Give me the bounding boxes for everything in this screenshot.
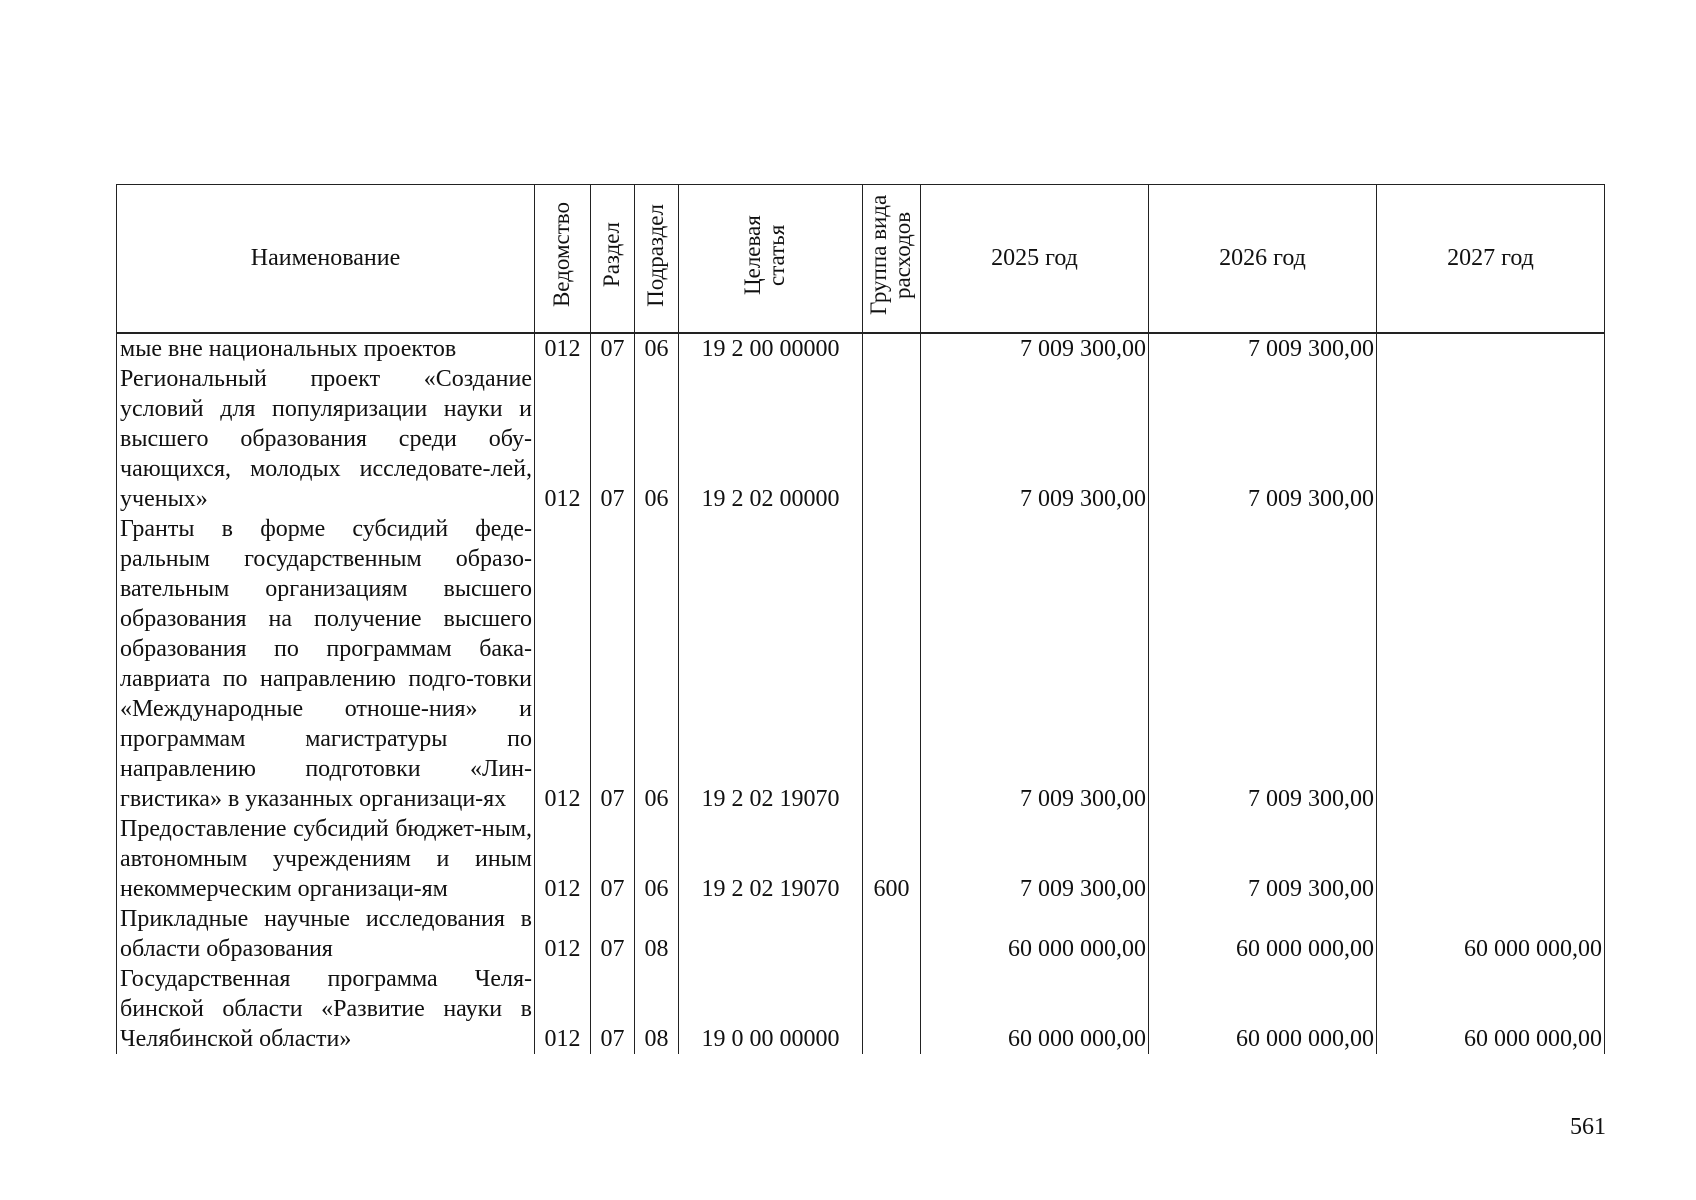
page-number: 561: [1570, 1114, 1606, 1140]
row-expense-group: [863, 514, 921, 814]
row-section: 07: [591, 964, 635, 1054]
table-row: [117, 964, 1605, 1054]
row-department: 012: [535, 814, 591, 904]
row-2026: 7 009 300,00: [1149, 364, 1377, 514]
row-expense-group: [863, 904, 921, 964]
row-target-article: 19 2 02 00000: [679, 364, 863, 514]
row-2025: 7 009 300,00: [921, 514, 1149, 814]
row-target-article: 19 2 02 19070: [679, 514, 863, 814]
row-department: 012: [535, 364, 591, 514]
row-expense-group: 600: [863, 814, 921, 904]
table-header-row: [117, 185, 1605, 334]
row-2025: 60 000 000,00: [921, 904, 1149, 964]
row-2026: 7 009 300,00: [1149, 514, 1377, 814]
header-section: Раздел: [591, 185, 635, 334]
row-target-article: 19 2 00 00000: [679, 333, 863, 364]
row-subsection: 06: [635, 364, 679, 514]
row-2025: 7 009 300,00: [921, 364, 1149, 514]
header-expense-group: Группа вида расходов: [863, 185, 921, 334]
row-subsection: 06: [635, 514, 679, 814]
row-2025: 60 000 000,00: [921, 964, 1149, 1054]
row-section: 07: [591, 514, 635, 814]
row-department: 012: [535, 904, 591, 964]
table-row: [117, 364, 1605, 514]
row-department: 012: [535, 964, 591, 1054]
budget-table: [116, 184, 1605, 1054]
table-row: [117, 333, 1605, 364]
row-subsection: 08: [635, 964, 679, 1054]
row-name: Региональный проект «Создание условий для популяризации науки и высшего образования среди обу-чающихся, молодых исследовате-лей, ученых»: [117, 364, 535, 514]
row-2025: 7 009 300,00: [921, 333, 1149, 364]
row-2027: [1377, 514, 1605, 814]
header-name: Наименование: [117, 185, 535, 334]
row-2027: [1377, 333, 1605, 364]
row-name: мые вне национальных проектов: [117, 333, 535, 364]
row-subsection: 06: [635, 814, 679, 904]
row-name: Гранты в форме субсидий феде-ральным государственным образо-вательным организациям высшего образования на получение высшего образования по программам бака-лавриата по направлению подго-товки «Международные отноше-ния» и программам магистратуры по направлению подготовки «Лин-гвистика» в указанных организаци-ях: [117, 514, 535, 814]
row-2026: 60 000 000,00: [1149, 964, 1377, 1054]
row-name: Государственная программа Челя-бинской области «Развитие науки в Челябинской области»: [117, 964, 535, 1054]
row-section: 07: [591, 333, 635, 364]
row-expense-group: [863, 333, 921, 364]
row-department: 012: [535, 514, 591, 814]
row-expense-group: [863, 964, 921, 1054]
row-target-article: 19 2 02 19070: [679, 814, 863, 904]
row-section: 07: [591, 814, 635, 904]
row-2026: 7 009 300,00: [1149, 814, 1377, 904]
table-row: [117, 814, 1605, 904]
row-2027: 60 000 000,00: [1377, 904, 1605, 964]
table-row: [117, 514, 1605, 814]
header-2027: 2027 год: [1377, 185, 1605, 334]
row-section: 07: [591, 904, 635, 964]
table-row: [117, 904, 1605, 964]
header-subsection: Подраздел: [635, 185, 679, 334]
row-2027: [1377, 364, 1605, 514]
row-subsection: 06: [635, 333, 679, 364]
header-target-article: Целевая статья: [679, 185, 863, 334]
row-expense-group: [863, 364, 921, 514]
row-subsection: 08: [635, 904, 679, 964]
row-2026: 7 009 300,00: [1149, 333, 1377, 364]
header-2026: 2026 год: [1149, 185, 1377, 334]
row-2027: [1377, 814, 1605, 904]
row-department: 012: [535, 333, 591, 364]
header-department: Ведомство: [535, 185, 591, 334]
header-2025: 2025 год: [921, 185, 1149, 334]
row-name: Прикладные научные исследования в области образования: [117, 904, 535, 964]
row-2027: 60 000 000,00: [1377, 964, 1605, 1054]
row-2026: 60 000 000,00: [1149, 904, 1377, 964]
row-target-article: 19 0 00 00000: [679, 964, 863, 1054]
row-section: 07: [591, 364, 635, 514]
row-name: Предоставление субсидий бюджет-ным, автономным учреждениям и иным некоммерческим организаци-ям: [117, 814, 535, 904]
row-target-article: [679, 904, 863, 964]
row-2025: 7 009 300,00: [921, 814, 1149, 904]
